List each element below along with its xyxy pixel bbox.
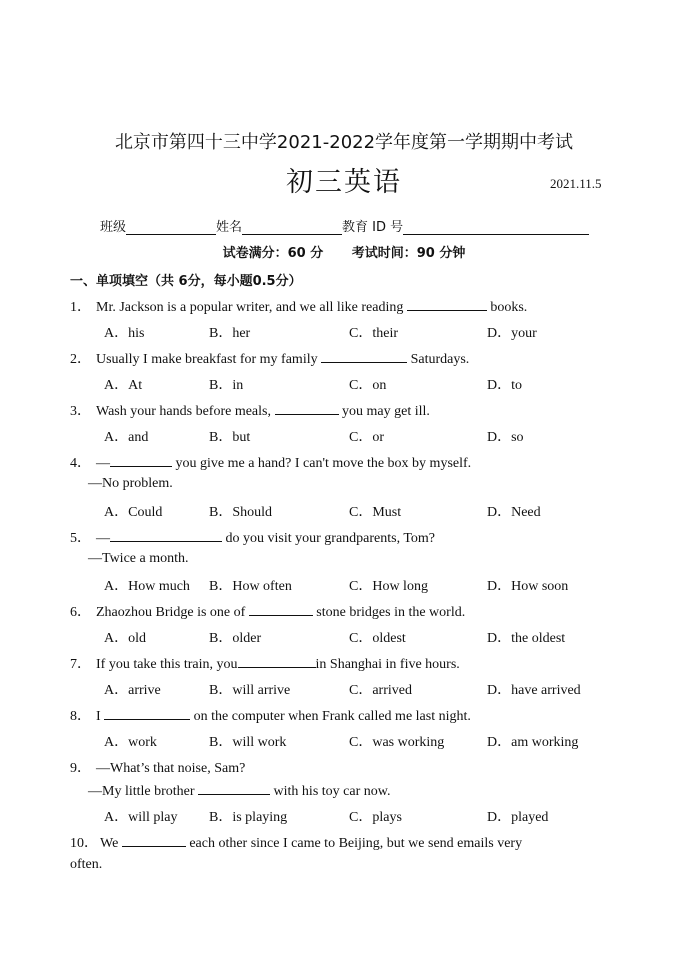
answer-blank <box>321 350 407 363</box>
question-8: 8． I on the computer when Frank called me last night. <box>70 709 471 724</box>
exam-title: 北京市第四十三中学2021-2022学年度第一学期期中考试 <box>114 132 574 153</box>
option-a: A．Could <box>104 505 163 520</box>
option-a: A．arrive <box>104 683 161 698</box>
id-label: 教育 ID 号 <box>342 220 404 235</box>
answer-blank <box>104 707 190 720</box>
option-d: D．to <box>487 378 522 393</box>
answer-blank <box>122 834 186 847</box>
question-5: 5． — do you visit your grandparents, Tom? <box>70 531 436 546</box>
question-7: 7． If you take this train, you in Shanghai in five hours. <box>70 657 460 672</box>
class-label: 班级 <box>100 220 127 235</box>
option-d: D．played <box>487 810 549 825</box>
option-c: C．plays <box>349 810 402 825</box>
option-c: C．or <box>349 430 384 445</box>
answer-blank <box>110 529 222 542</box>
option-d: D．am working <box>487 735 579 750</box>
answer-blank <box>238 655 316 668</box>
answer-blank <box>110 454 172 467</box>
exam-time: 考试时间：90 分钟 <box>351 246 466 261</box>
section-title: 一、单项填空（共 6分，每小题0.5分） <box>70 274 302 289</box>
option-b: B．will arrive <box>209 683 291 698</box>
reply-9: —My little brother with his toy car now. <box>88 784 391 799</box>
answer-blank <box>198 782 270 795</box>
option-d: D．Need <box>487 505 541 520</box>
question-10: 10． We each other since I came to Beijing, but we send emails very <box>70 836 523 851</box>
option-a: A．and <box>104 430 149 445</box>
option-c: C．Must <box>349 505 402 520</box>
option-b: B．her <box>209 326 251 341</box>
question-6: 6． Zhaozhou Bridge is one of stone bridges in the world. <box>70 605 466 620</box>
option-d: D．so <box>487 430 524 445</box>
question-4: 4． — you give me a hand? I can't move the box by myself. <box>70 456 472 471</box>
score-time-row <box>0 242 688 261</box>
option-b: B．Should <box>209 505 273 520</box>
student-info-row <box>100 216 589 235</box>
option-d: D．your <box>487 326 537 341</box>
reply-4: —No problem. <box>88 476 173 491</box>
option-c: C．on <box>349 378 387 393</box>
question-10-continued: often. <box>70 857 103 872</box>
option-d: D．the oldest <box>487 631 566 646</box>
option-b: B．but <box>209 430 251 445</box>
option-a: A．his <box>104 326 145 341</box>
name-label: 姓名 <box>216 220 243 235</box>
question-1: 1． Mr. Jackson is a popular writer, and we all like reading books. <box>70 300 528 315</box>
option-a: A．work <box>104 735 157 750</box>
option-a: A．old <box>104 631 146 646</box>
option-c: C．was working <box>349 735 445 750</box>
option-c: C．their <box>349 326 398 341</box>
reply-5: —Twice a month. <box>88 551 189 566</box>
question-3: 3． Wash your hands before meals, you may get ill. <box>70 404 430 419</box>
answer-blank <box>249 603 313 616</box>
option-d: D．How soon <box>487 579 569 594</box>
full-score: 试卷满分：60 分 <box>222 246 324 261</box>
answer-blank <box>275 402 339 415</box>
option-b: B．in <box>209 378 244 393</box>
class-blank <box>126 220 216 235</box>
exam-date: 2021.11.5 <box>550 176 602 191</box>
option-b: B．is playing <box>209 810 288 825</box>
name-blank <box>242 220 342 235</box>
option-c: C．arrived <box>349 683 412 698</box>
option-b: B．older <box>209 631 262 646</box>
option-a: A．At <box>104 378 143 393</box>
option-b: B．will work <box>209 735 287 750</box>
question-2: 2． Usually I make breakfast for my family Saturdays. <box>70 352 470 367</box>
option-b: B．How often <box>209 579 292 594</box>
exam-subject: 初三英语 <box>286 167 402 198</box>
option-c: C．How long <box>349 579 428 594</box>
option-d: D．have arrived <box>487 683 581 698</box>
question-9: 9． —What’s that noise, Sam? <box>70 761 246 776</box>
option-a: A．How much <box>104 579 190 594</box>
option-a: A．will play <box>104 810 178 825</box>
option-c: C．oldest <box>349 631 406 646</box>
id-blank <box>403 220 589 235</box>
answer-blank <box>407 298 487 311</box>
